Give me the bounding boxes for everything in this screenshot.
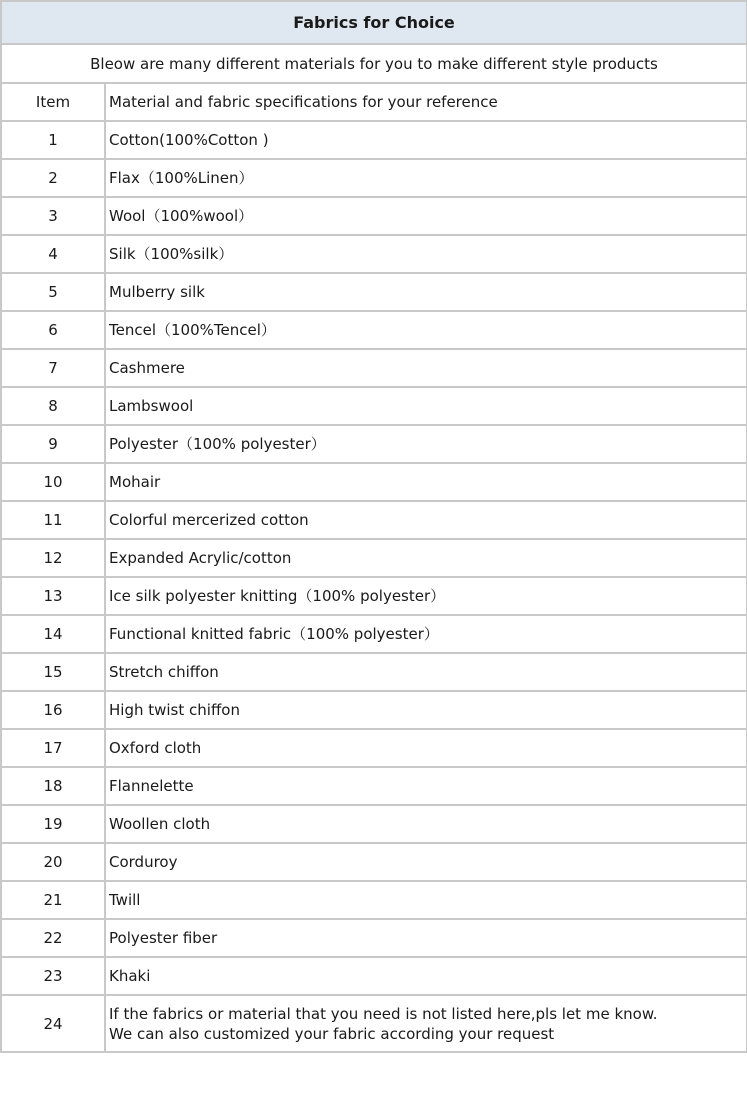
item-number: 11 (1, 501, 105, 539)
table-row (1, 881, 747, 919)
fabric-spec: Stretch chiffon (105, 653, 747, 691)
table-row (1, 539, 747, 577)
item-number: 2 (1, 159, 105, 197)
fabric-spec: Cashmere (105, 349, 747, 387)
table-row (1, 387, 747, 425)
table-row (1, 159, 747, 197)
table-row (1, 653, 747, 691)
item-number: 22 (1, 919, 105, 957)
table-row (1, 843, 747, 881)
item-number: 21 (1, 881, 105, 919)
table-row (1, 463, 747, 501)
item-number: 8 (1, 387, 105, 425)
fabric-spec: Colorful mercerized cotton (105, 501, 747, 539)
fabric-spec: Tencel（100%Tencel） (105, 311, 747, 349)
title-row (1, 1, 747, 44)
table-row (1, 957, 747, 995)
table-row (1, 501, 747, 539)
fabric-spec: Oxford cloth (105, 729, 747, 767)
item-number: 3 (1, 197, 105, 235)
table-intro: Bleow are many different materials for you to make different style products (1, 44, 747, 83)
fabric-spec: Twill (105, 881, 747, 919)
fabric-spec: Polyester（100% polyester） (105, 425, 747, 463)
fabric-spec: Mulberry silk (105, 273, 747, 311)
fabric-spec: Wool（100%wool） (105, 197, 747, 235)
table-row (1, 273, 747, 311)
table-row (1, 121, 747, 159)
table-row (1, 919, 747, 957)
item-number: 13 (1, 577, 105, 615)
item-number: 10 (1, 463, 105, 501)
table-row (1, 235, 747, 273)
note-line-2: We can also customized your fabric according your request (109, 1024, 555, 1043)
table-row (1, 311, 747, 349)
item-number: 20 (1, 843, 105, 881)
header-row (1, 83, 747, 121)
fabric-spec: Woollen cloth (105, 805, 747, 843)
item-number: 9 (1, 425, 105, 463)
item-number: 12 (1, 539, 105, 577)
note-row (1, 995, 747, 1052)
fabric-spec: Corduroy (105, 843, 747, 881)
table-row (1, 425, 747, 463)
fabric-spec: Polyester fiber (105, 919, 747, 957)
table-row (1, 767, 747, 805)
fabric-spec: Flannelette (105, 767, 747, 805)
fabric-spec: High twist chiffon (105, 691, 747, 729)
item-number: 1 (1, 121, 105, 159)
note-line-1: If the fabrics or material that you need is not listed here,pls let me know. (109, 1004, 658, 1023)
item-number: 23 (1, 957, 105, 995)
table-row (1, 615, 747, 653)
item-number: 16 (1, 691, 105, 729)
intro-row (1, 44, 747, 83)
item-number: 5 (1, 273, 105, 311)
header-item: Item (1, 83, 105, 121)
item-number: 14 (1, 615, 105, 653)
table-row (1, 729, 747, 767)
item-number: 7 (1, 349, 105, 387)
item-number: 6 (1, 311, 105, 349)
fabric-spec: Flax（100%Linen） (105, 159, 747, 197)
table-title: Fabrics for Choice (1, 1, 747, 44)
custom-fabric-note (105, 995, 747, 1052)
table-row (1, 805, 747, 843)
item-number: 18 (1, 767, 105, 805)
item-number: 17 (1, 729, 105, 767)
table-row (1, 577, 747, 615)
fabric-spec: Silk（100%silk） (105, 235, 747, 273)
item-number: 4 (1, 235, 105, 273)
table-row (1, 197, 747, 235)
item-number: 24 (1, 995, 105, 1052)
fabric-spec: Khaki (105, 957, 747, 995)
fabric-spec: Cotton(100%Cotton ) (105, 121, 747, 159)
fabric-spec: Lambswool (105, 387, 747, 425)
header-spec: Material and fabric specifications for your reference (105, 83, 747, 121)
fabric-spec: Functional knitted fabric（100% polyester） (105, 615, 747, 653)
item-number: 19 (1, 805, 105, 843)
item-number: 15 (1, 653, 105, 691)
fabric-spec: Mohair (105, 463, 747, 501)
table-row (1, 349, 747, 387)
fabric-spec: Expanded Acrylic/cotton (105, 539, 747, 577)
fabric-spec: Ice silk polyester knitting（100% polyester） (105, 577, 747, 615)
table-row (1, 691, 747, 729)
